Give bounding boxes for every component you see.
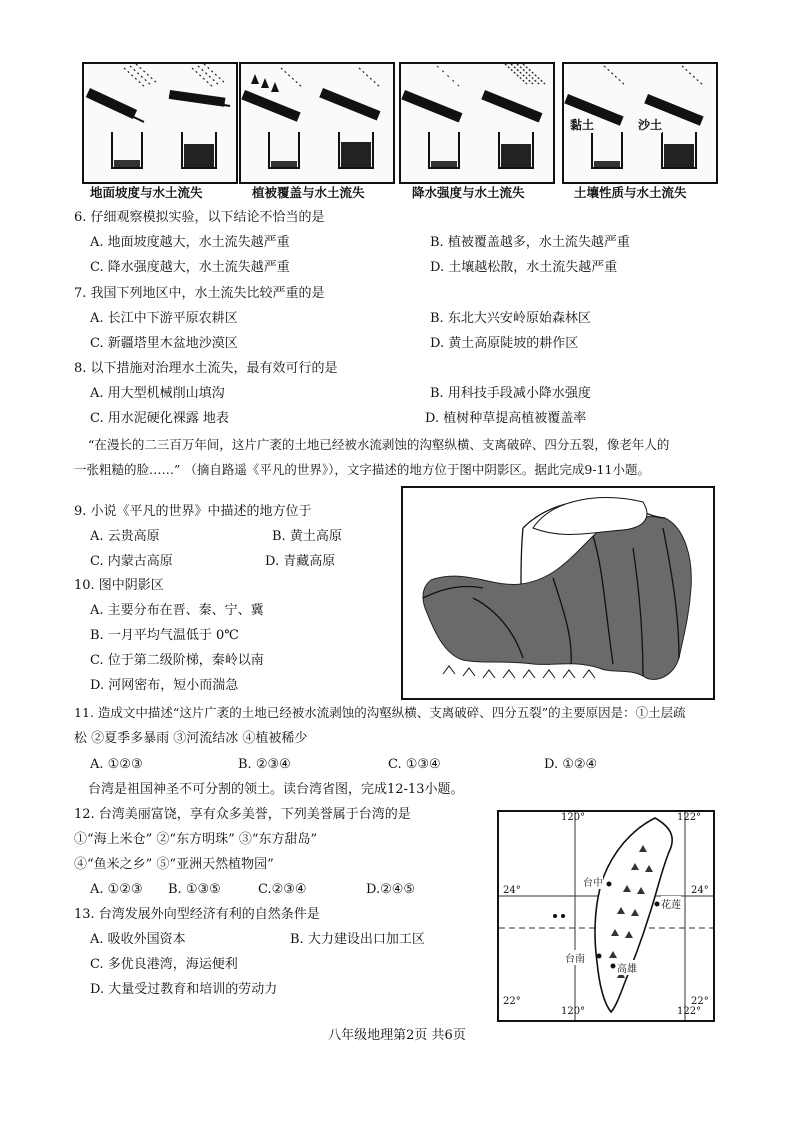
- q6-option-b: B. 植被覆盖越多，水土流失越严重: [430, 235, 630, 250]
- lon-label-top-left: 120°: [561, 812, 586, 823]
- q7-option-a: A. 长江中下游平原农耕区: [90, 311, 238, 326]
- q12-option-d: D.②④⑤: [366, 882, 416, 897]
- lat-label-left-24: 24°: [503, 885, 521, 896]
- q6-option-a: A. 地面坡度越大，水土流失越严重: [90, 235, 290, 250]
- q11-stem-line1: 11. 造成文中描述“这片广袤的土地已经被水流剥蚀的沟壑纵横、支离破碎、四分五裂”的主要原因是：①土层疏: [74, 705, 686, 720]
- q8-option-d: D. 植树种草提高植被覆盖率: [425, 411, 587, 426]
- panel-soil: [562, 62, 718, 184]
- q9-option-c: C. 内蒙古高原: [90, 554, 173, 569]
- soil-label-sand: 沙土: [638, 118, 663, 132]
- q7-option-c: C. 新疆塔里木盆地沙漠区: [90, 336, 238, 351]
- taiwan-map: [497, 810, 715, 1022]
- q10-stem: 10. 图中阴影区: [74, 578, 164, 593]
- q6-option-c: C. 降水强度越大，水土流失越严重: [90, 260, 290, 275]
- q9-stem: 9. 小说《平凡的世界》中描述的地方位于: [74, 504, 312, 519]
- q10-option-c: C. 位于第二级阶梯，秦岭以南: [90, 653, 264, 668]
- place-kaohsiung: 高雄: [617, 960, 637, 975]
- place-tainan: 台南: [565, 950, 585, 965]
- q10-option-a: A. 主要分布在晋、秦、宁、冀: [90, 603, 264, 618]
- q8-option-c: C. 用水泥硬化裸露 地表: [90, 411, 229, 426]
- lat-label-right-22: 22°: [691, 996, 709, 1007]
- q13-option-c: C. 多优良港湾，海运便利: [90, 957, 238, 972]
- page-footer: 八年级地理第2页 共6页: [328, 1028, 466, 1043]
- soil-label-clay: 黏土: [570, 118, 595, 132]
- q12-option-b: B. ①③⑤: [168, 882, 221, 897]
- q13-option-d: D. 大量受过教育和培训的劳动力: [90, 982, 278, 997]
- q13-option-b: B. 大力建设出口加工区: [290, 932, 425, 947]
- q9-option-d: D. 青藏高原: [265, 554, 336, 569]
- lat-label-left-22: 22°: [503, 996, 521, 1007]
- q10-option-b: B. 一月平均气温低于 0℃: [90, 628, 239, 643]
- q8-stem: 8. 以下措施对治理水土流失，最有效可行的是: [74, 361, 338, 376]
- lon-label-bottom-left: 120°: [561, 1006, 586, 1017]
- q11-stem-line2: 松 ②夏季多暴雨 ③河流结冰 ④植被稀少: [74, 731, 308, 746]
- q9-option-a: A. 云贵高原: [90, 529, 160, 544]
- q13-stem: 13. 台湾发展外向型经济有利的自然条件是: [74, 907, 320, 922]
- loess-plateau-map: [401, 486, 715, 700]
- q11-option-c: C. ①③④: [388, 757, 441, 772]
- q8-option-b: B. 用科技手段减小降水强度: [430, 386, 591, 401]
- q7-option-b: B. 东北大兴安岭原始森林区: [430, 311, 591, 326]
- q12-stem: 12. 台湾美丽富饶，享有众多美誉，下列美誉属于台湾的是: [74, 807, 411, 822]
- lon-label-bottom-right: 122°: [677, 1006, 702, 1017]
- lat-label-right-24: 24°: [691, 885, 709, 896]
- q12-option-a: A. ①②③: [90, 882, 143, 897]
- caption-vegetation: 植被覆盖与水土流失: [252, 185, 365, 200]
- caption-rainfall: 降水强度与水土流失: [412, 185, 525, 200]
- q10-option-d: D. 河网密布，短小而湍急: [90, 678, 239, 693]
- place-hualien: 花莲: [661, 896, 681, 911]
- q7-stem: 7. 我国下列地区中，水土流失比较严重的是: [74, 286, 325, 301]
- q6-option-d: D. 土壤越松散，水土流失越严重: [430, 260, 618, 275]
- q7-option-d: D. 黄土高原陡坡的耕作区: [430, 336, 579, 351]
- caption-slope: 地面坡度与水土流失: [90, 185, 203, 200]
- q13-option-a: A. 吸收外国资本: [90, 932, 186, 947]
- q9-option-b: B. 黄土高原: [272, 529, 342, 544]
- lon-label-top-right: 122°: [677, 812, 702, 823]
- passage1-line1: “在漫长的二三百万年间，这片广袤的土地已经被水流剥蚀的沟壑纵横、支离破碎、四分五裂，像老年人的: [88, 437, 670, 452]
- place-taichung: 台中: [583, 874, 603, 889]
- passage2: 台湾是祖国神圣不可分割的领土。读台湾省图，完成12-13小题。: [88, 782, 464, 797]
- panel-vegetation: [239, 62, 395, 184]
- q12-option-c: C.②③④: [258, 882, 307, 897]
- q12-statements-1: ①“海上米仓” ②“东方明珠” ③“东方甜岛”: [74, 832, 318, 847]
- passage1-line2: 一张粗糙的脸……” （摘自路遥《平凡的世界》），文字描述的地方位于图中阴影区。据此完成9-11小题。: [74, 462, 650, 477]
- panel-slope: [82, 62, 238, 184]
- panel-rainfall: [399, 62, 555, 184]
- q8-option-a: A. 用大型机械削山填沟: [90, 386, 225, 401]
- caption-soil: 土壤性质与水土流失: [574, 185, 687, 200]
- q11-option-a: A. ①②③: [90, 757, 143, 772]
- q11-option-b: B. ②③④: [238, 757, 291, 772]
- q12-statements-2: ④“鱼米之乡” ⑤“亚洲天然植物园”: [74, 857, 274, 872]
- q6-stem: 6. 仔细观察模拟实验，以下结论不恰当的是: [74, 210, 325, 225]
- q11-option-d: D. ①②④: [544, 757, 598, 772]
